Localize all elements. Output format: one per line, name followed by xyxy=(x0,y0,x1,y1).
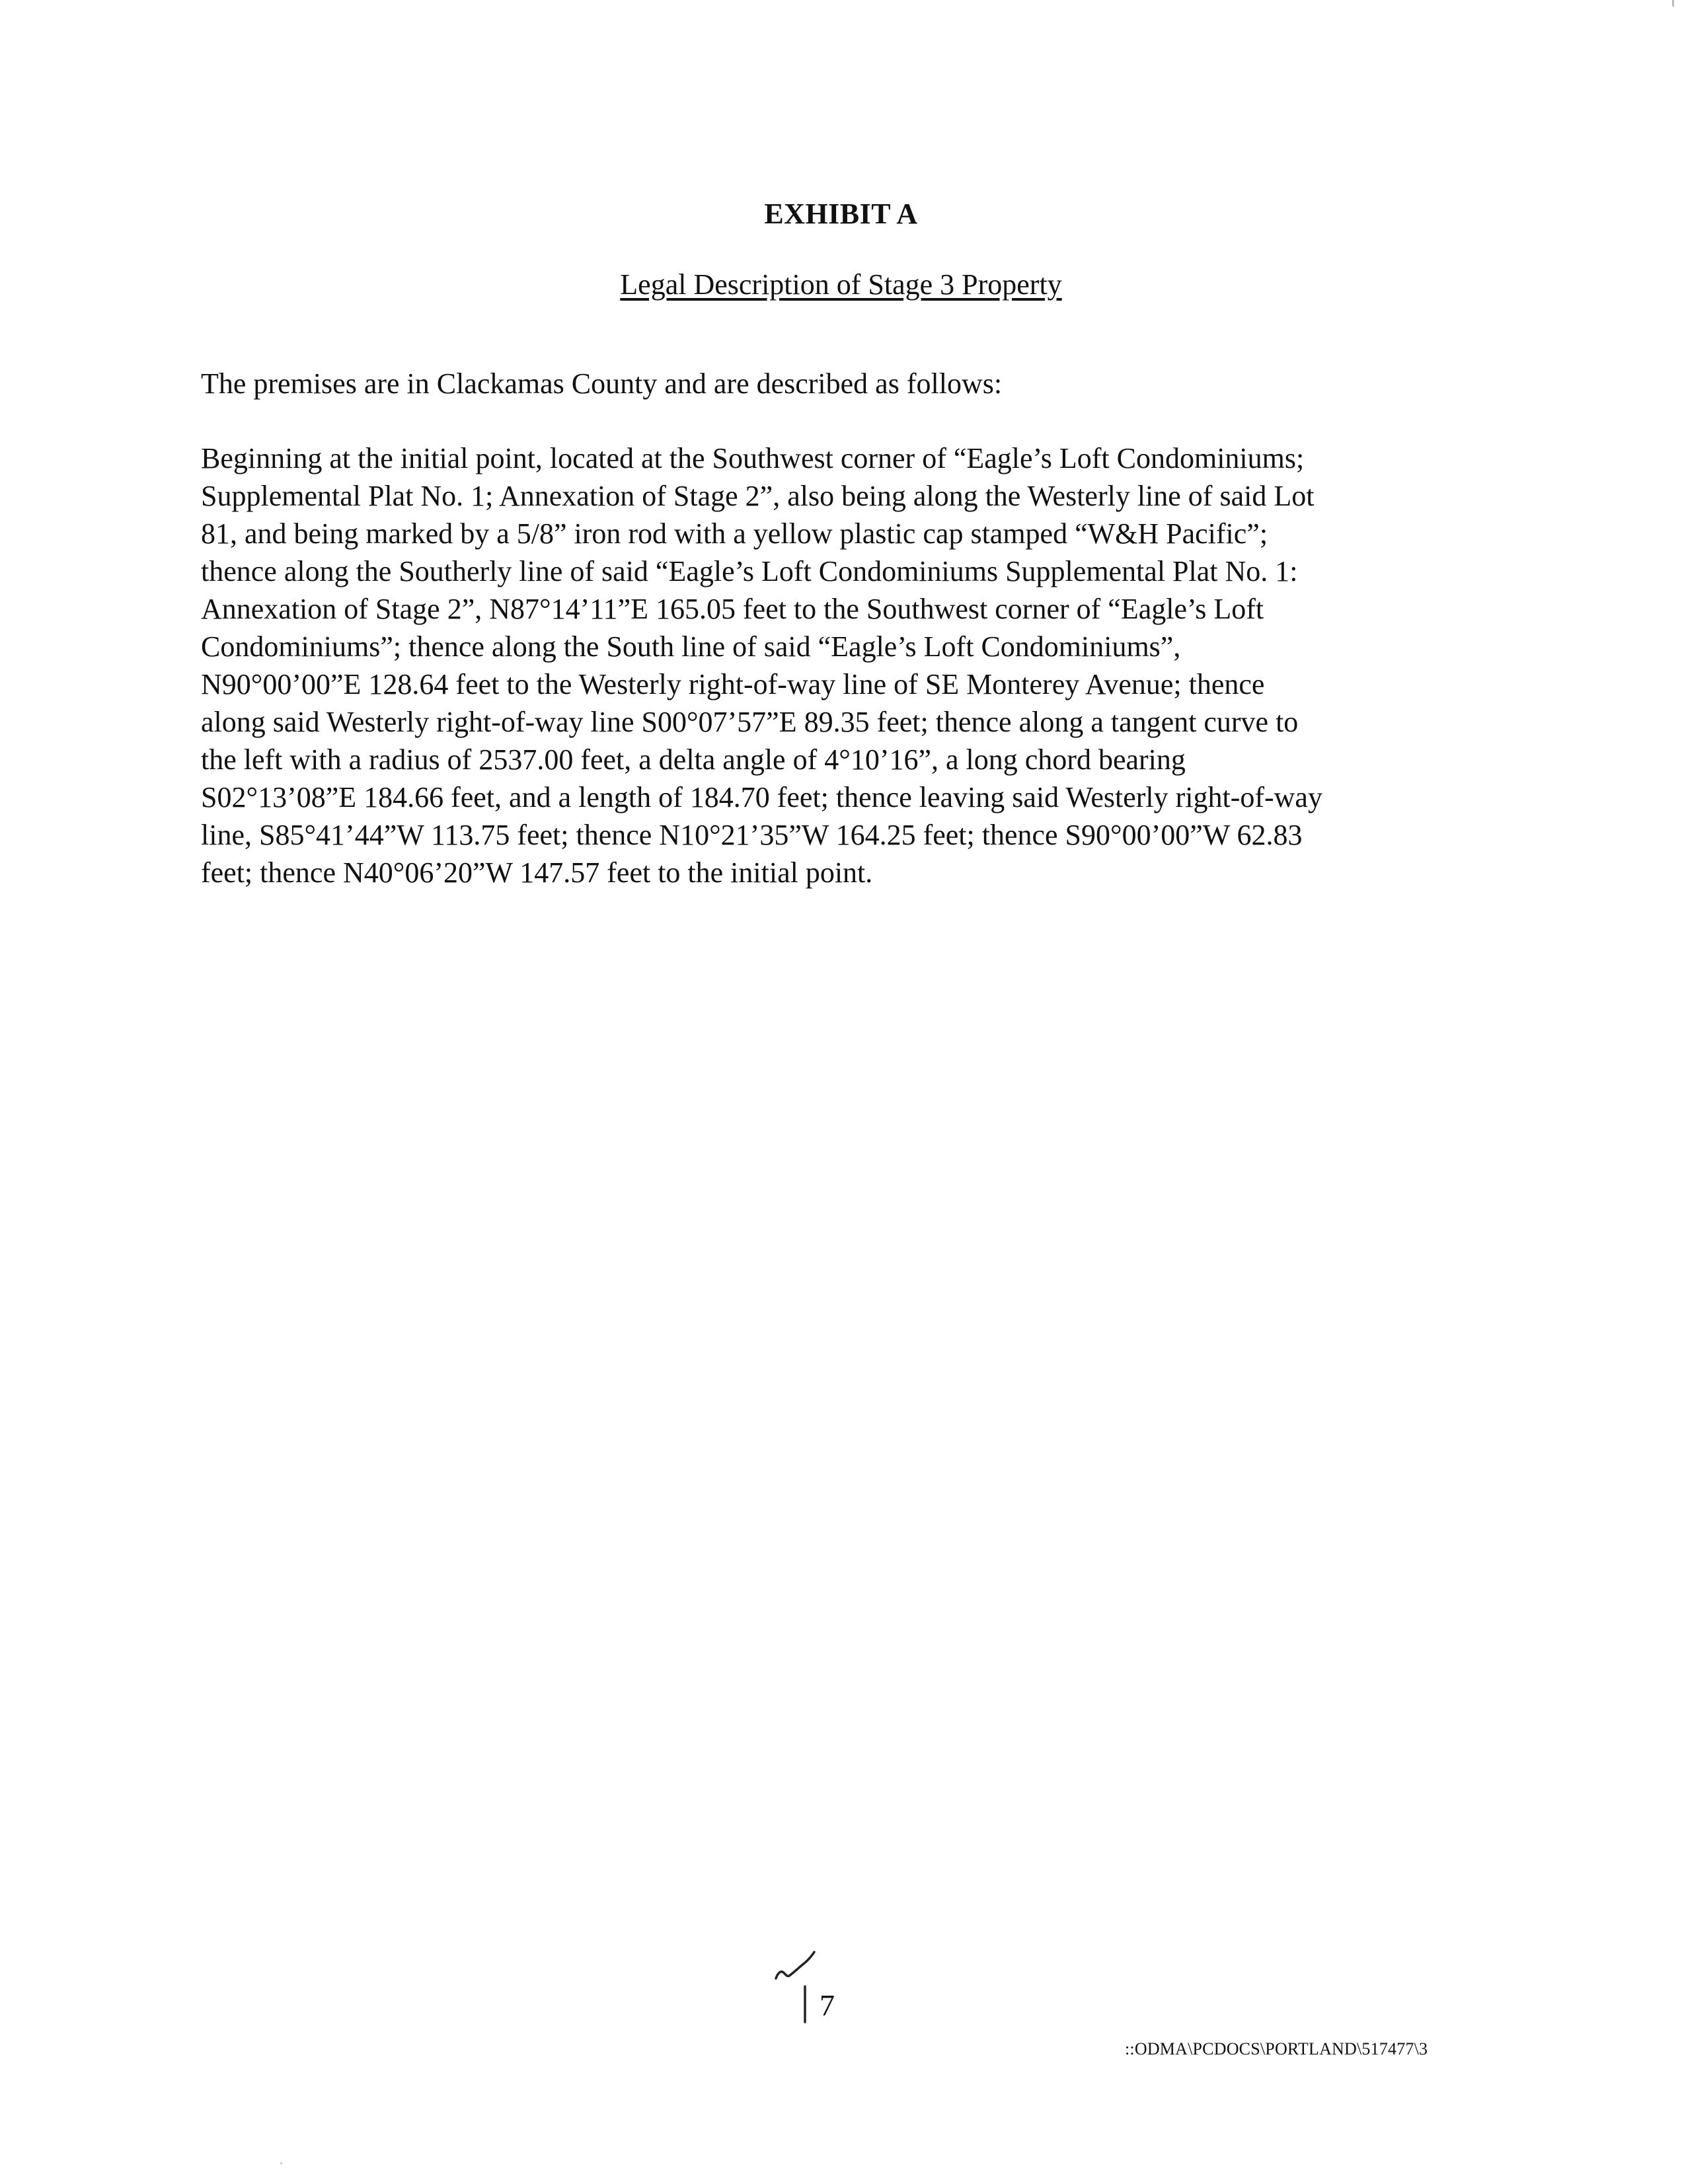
description-line: along said Westerly right-of-way line S00°07’57”E 89.35 feet; thence along a tangent curve to xyxy=(201,706,1299,738)
scan-artifact xyxy=(280,2162,282,2164)
handwritten-initial xyxy=(772,1948,818,2027)
description-line: Beginning at the initial point, located at the Southwest corner of “Eagle’s Loft Condominiums; xyxy=(201,442,1305,474)
exhibit-heading: EXHIBIT A xyxy=(764,198,918,230)
description-line: Condominiums”; thence along the South line of said “Eagle’s Loft Condominiums”, xyxy=(201,630,1181,663)
description-line: the left with a radius of 2537.00 feet, a delta angle of 4°10’16”, a long chord bearing xyxy=(201,743,1186,776)
description-line: Supplemental Plat No. 1; Annexation of Stage 2”, also being along the Westerly line of said Lot xyxy=(201,480,1315,512)
scan-artifact xyxy=(1672,0,1674,7)
description-line: thence along the Southerly line of said “Eagle’s Loft Condominiums Supplemental Plat No. 1: xyxy=(201,555,1298,587)
description-line: 81, and being marked by a 5/8” iron rod with a yellow plastic cap stamped “W&H Pacific”; xyxy=(201,517,1268,550)
exhibit-subheading: Legal Description of Stage 3 Property xyxy=(620,268,1062,301)
description-line: feet; thence N40°06’20”W 147.57 feet to the initial point. xyxy=(201,856,873,889)
document-path: ::ODMA\PCDOCS\PORTLAND\517477\3 xyxy=(1125,2039,1428,2058)
page-number: 7 xyxy=(820,1988,835,2022)
description-line: N90°00’00”E 128.64 feet to the Westerly right-of-way line of SE Monterey Avenue; thence xyxy=(201,668,1265,700)
legal-description xyxy=(201,439,1490,891)
description-line: S02°13’08”E 184.66 feet, and a length of 184.70 feet; thence leaving said Westerly right-of-way xyxy=(201,781,1322,813)
description-line: Annexation of Stage 2”, N87°14’11”E 165.05 feet to the Southwest corner of “Eagle’s Loft xyxy=(201,593,1264,625)
description-line: line, S85°41’44”W 113.75 feet; thence N10°21’35”W 164.25 feet; thence S90°00’00”W 62.83 xyxy=(201,819,1303,851)
intro-paragraph: The premises are in Clackamas County and are described as follows: xyxy=(201,367,1003,400)
